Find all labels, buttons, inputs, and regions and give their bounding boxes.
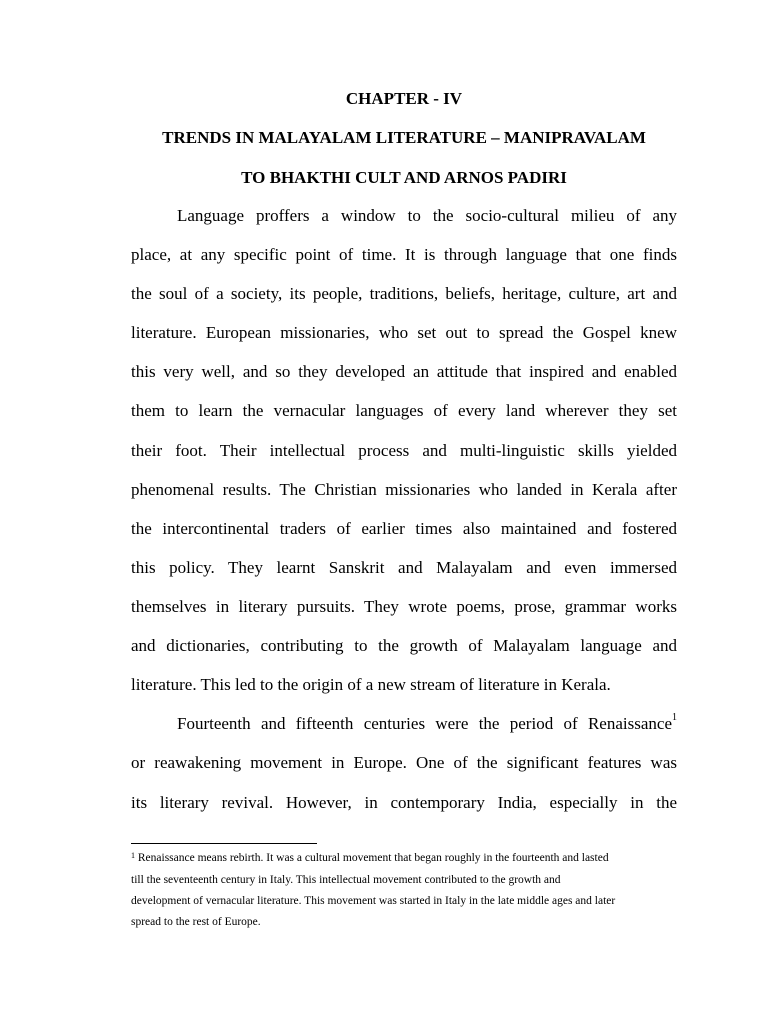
paragraph-line: and dictionaries, contributing to the growth of Malayalam language and	[131, 636, 677, 655]
paragraph-line	[177, 712, 677, 736]
paragraph-line: literature. This led to the origin of a new stream of literature in Kerala.	[131, 675, 611, 694]
paragraph-line: themselves in literary pursuits. They wrote poems, prose, grammar works	[131, 597, 677, 616]
chapter-heading: CHAPTER - IV	[345, 89, 463, 108]
paragraph-line: place, at any specific point of time. It is through language that one finds	[131, 245, 677, 264]
paragraph-line: them to learn the vernacular languages of every land wherever they set	[131, 401, 677, 420]
footnote-line: till the seventeenth century in Italy. This intellectual movement contributed to the growth and	[131, 874, 561, 886]
paragraph-line: the soul of a society, its people, traditions, beliefs, heritage, culture, art and	[131, 284, 677, 303]
chapter-title-line-1: TRENDS IN MALAYALAM LITERATURE – MANIPRAVALAM	[162, 128, 646, 147]
footnote-line	[131, 851, 677, 866]
paragraph-line: Language proffers a window to the socio-cultural milieu of any	[177, 206, 677, 225]
footnote-marker: 1	[131, 851, 135, 860]
footnote-reference: 1	[672, 712, 677, 723]
footnote-line: spread to the rest of Europe.	[131, 916, 261, 928]
footnote-text: Renaissance means rebirth. It was a cultural movement that began roughly in the fourteenth and lasted	[135, 852, 609, 864]
paragraph-line: the intercontinental traders of earlier times also maintained and fostered	[131, 519, 677, 538]
paragraph-line: literature. European missionaries, who set out to spread the Gospel knew	[131, 323, 677, 342]
paragraph-line: or reawakening movement in Europe. One of the significant features was	[131, 753, 677, 772]
paragraph-text: Fourteenth and fifteenth centuries were the period of Renaissance	[177, 714, 672, 733]
chapter-title-line-2: TO BHAKTHI CULT AND ARNOS PADIRI	[241, 168, 567, 187]
paragraph-line: this policy. They learnt Sanskrit and Malayalam and even immersed	[131, 558, 677, 577]
paragraph-line: this very well, and so they developed an attitude that inspired and enabled	[131, 362, 677, 381]
footnote-line: development of vernacular literature. This movement was started in Italy in the late middle ages and later	[131, 895, 616, 907]
footnote-separator	[131, 843, 317, 844]
paragraph-line: its literary revival. However, in contemporary India, especially in the	[131, 793, 677, 812]
paragraph-line: their foot. Their intellectual process and multi-linguistic skills yielded	[131, 441, 677, 460]
paragraph-line: phenomenal results. The Christian missionaries who landed in Kerala after	[131, 480, 677, 499]
